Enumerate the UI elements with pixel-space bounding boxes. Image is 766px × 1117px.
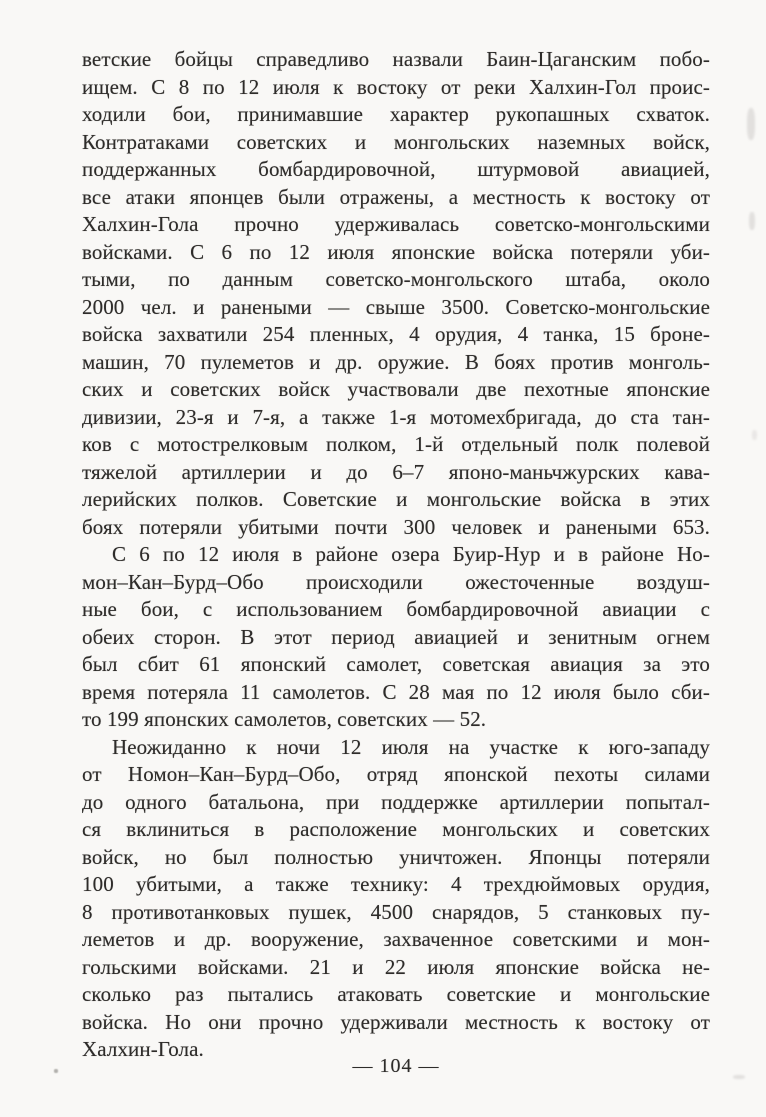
text-line: мон–Кан–Бурд–Обо происходили ожесточенные воздуш-: [82, 569, 710, 594]
text-line: 2000 чел. и ранеными — свыше 3500. Советско-монгольские: [82, 294, 710, 319]
paragraph: [82, 734, 710, 1064]
text-line: время потеряла 11 самолетов. С 28 мая по 12 июля было сби-: [82, 679, 710, 704]
text-line: был сбит 61 японский самолет, советская авиация за это: [82, 652, 710, 676]
text-line: Халхин-Гола.: [82, 1037, 204, 1061]
scan-smudge: [54, 1069, 58, 1073]
text-line: 8 противотанковых пушек, 4500 снарядов, 5 станковых пу-: [82, 899, 710, 924]
text-line: войска захватили 254 пленных, 4 орудия, 4 танка, 15 броне-: [82, 322, 710, 346]
text-line: все атаки японцев были отражены, а местность к востоку от: [82, 184, 710, 209]
text-line: лерийских полков. Советские и монгольские войска в этих: [82, 487, 710, 511]
text-line: ходили бои, принимавшие характер рукопашных схваток.: [82, 102, 710, 126]
text-line: ищем. С 8 по 12 июля к востоку от реки Халхин-Гол проис-: [82, 74, 710, 99]
body-text: [82, 46, 710, 1064]
text-line: тыми, по данным советско-монгольского штаба, около: [82, 267, 710, 291]
scan-smudge: [752, 430, 757, 440]
text-line: дивизии, 23-я и 7-я, а также 1-я мотомехбригада, до ста тан-: [82, 404, 710, 429]
text-line: гольскими войсками. 21 и 22 июля японские войска не-: [82, 954, 710, 979]
text-line: то 199 японских самолетов, советских — 52.: [82, 707, 487, 731]
scan-smudge: [749, 212, 755, 230]
text-line: от Номон–Кан–Бурд–Обо, отряд японской пехоты силами: [82, 762, 710, 786]
text-line: Неожиданно к ночи 12 июля на участке к юго-западу: [112, 734, 710, 759]
text-line: 100 убитыми, а также технику: 4 трехдюймовых орудия,: [82, 872, 710, 896]
scan-smudge: [733, 1075, 745, 1079]
text-line: ся вклиниться в расположение монгольских и советских: [82, 817, 710, 841]
text-line: Халхин-Гола прочно удерживалась советско-монгольскими: [82, 212, 710, 236]
text-line: леметов и др. вооружение, захваченное советскими и мон-: [82, 927, 710, 951]
text-line: боях потеряли убитыми почти 300 человек и ранеными 653.: [82, 514, 710, 539]
text-line: С 6 по 12 июля в районе озера Буир-Нур и в районе Но-: [112, 542, 710, 566]
text-line: обеих сторон. В этот период авиацией и зенитным огнем: [82, 624, 710, 649]
page-number: — 104 —: [352, 1055, 440, 1077]
text-line: машин, 70 пулеметов и др. оружие. В боях против монголь-: [82, 349, 710, 374]
text-line: ков с мотострелковым полком, 1-й отдельный полк полевой: [82, 432, 710, 456]
text-line: тяжелой артиллерии и до 6–7 японо-маньчжурских кава-: [82, 459, 710, 484]
paragraph: [82, 46, 710, 541]
text-line: войск, но был полностью уничтожен. Японцы потеряли: [82, 844, 710, 869]
paragraph: [82, 541, 710, 734]
text-line: ских и советских войск участвовали две пехотные японские: [82, 377, 710, 401]
scan-smudge: [747, 108, 755, 140]
text-line: ветские бойцы справедливо назвали Баин-Цаганским побо-: [82, 47, 710, 71]
text-line: до одного батальона, при поддержке артиллерии попытал-: [82, 789, 710, 814]
text-line: войсками. С 6 по 12 июля японские войска потеряли уби-: [82, 239, 710, 264]
text-line: войска. Но они прочно удерживали местность к востоку от: [82, 1009, 710, 1034]
text-line: поддержанных бомбардировочной, штурмовой авиацией,: [82, 157, 710, 181]
text-line: сколько раз пытались атаковать советские и монгольские: [82, 982, 710, 1006]
text-line: Контратаками советских и монгольских наземных войск,: [82, 129, 710, 154]
text-line: ные бои, с использованием бомбардировочной авиации с: [82, 597, 710, 621]
